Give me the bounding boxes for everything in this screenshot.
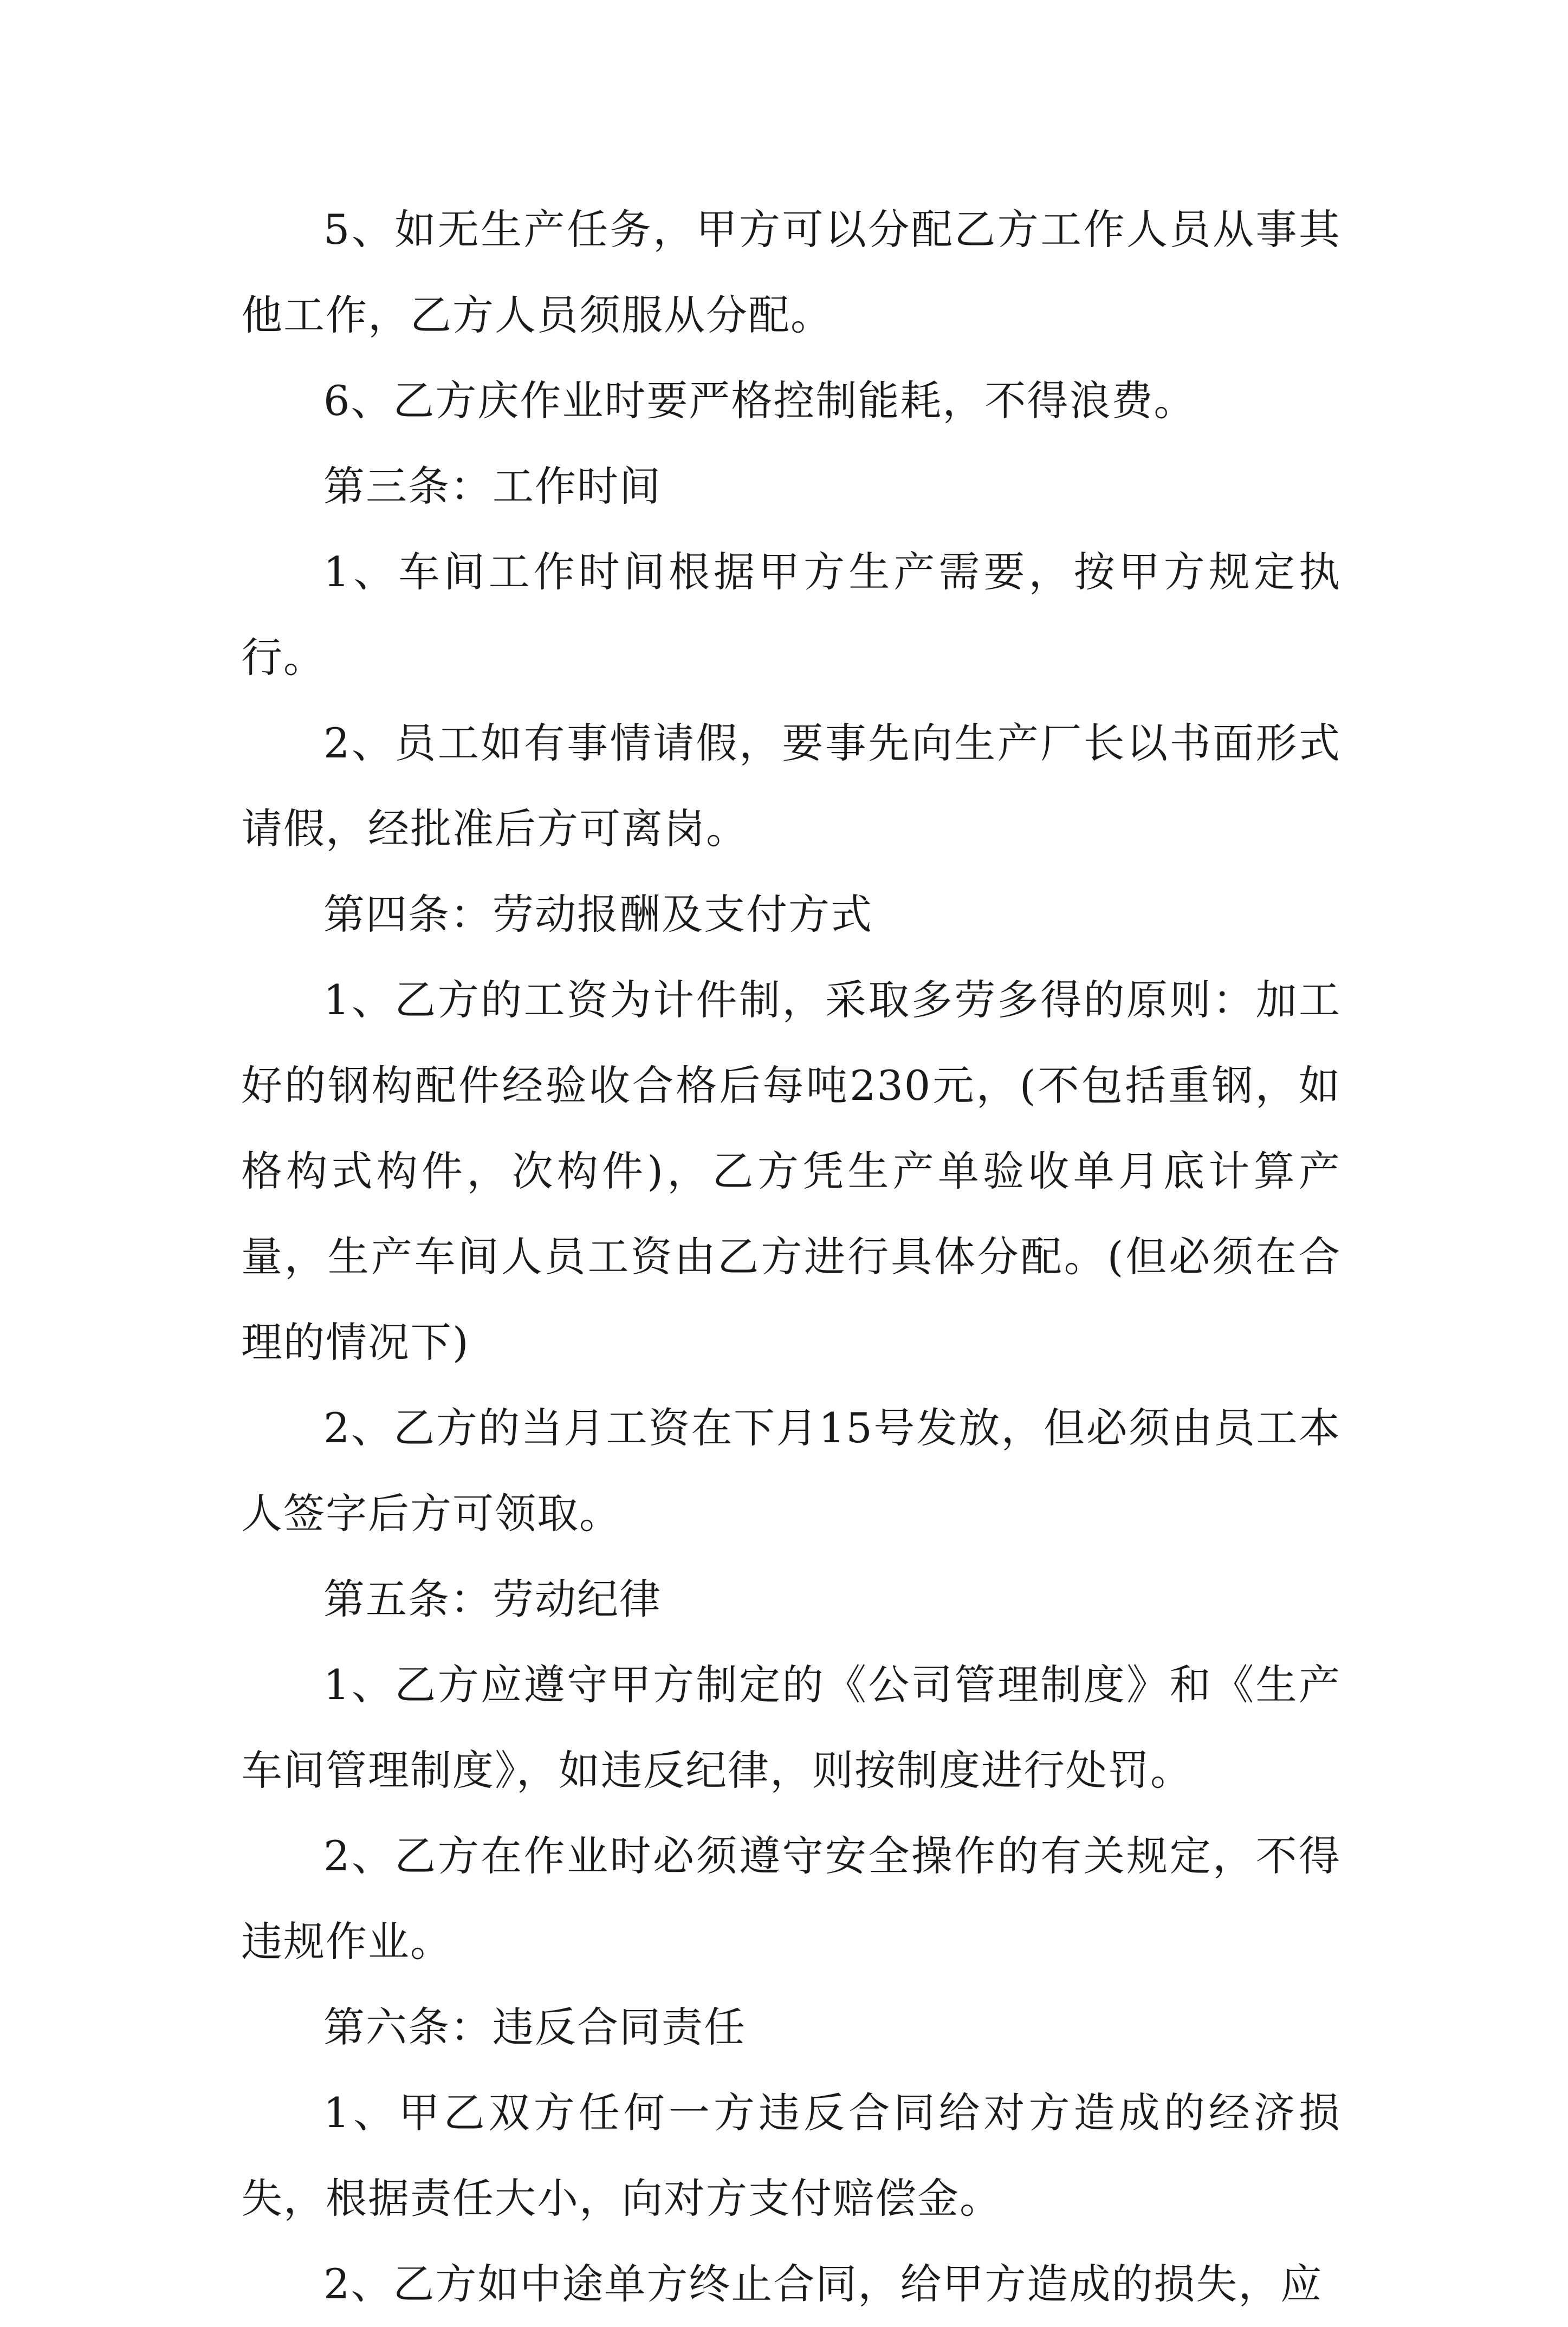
paragraph-article-4-item-2: 2、乙方的当月工资在下月15号发放，但必须由员工本人签字后方可领取。 <box>241 1404 1341 1538</box>
section-heading-article-4: 第四条：劳动报酬及支付方式 <box>323 890 873 938</box>
paragraph-article-3-item-2: 2、员工如有事情请假，要事先向生产厂长以书面形式请假，经批准后方可离岗。 <box>241 719 1341 853</box>
paragraph-item-6: 6、乙方庆作业时要严格控制能耗，不得浪费。 <box>323 377 1196 425</box>
paragraph-article-3-item-1: 1、车间工作时间根据甲方生产需要，按甲方规定执行。 <box>241 548 1341 682</box>
section-heading-article-5: 第五条：劳动纪律 <box>323 1575 662 1623</box>
paragraph-article-5-item-2: 2、乙方在作业时必须遵守安全操作的有关规定，不得违规作业。 <box>241 1832 1341 1966</box>
paragraph-article-5-item-1: 1、乙方应遵守甲方制定的《公司管理制度》和《生产车间管理制度》，如违反纪律，则按制度进行处罚。 <box>241 1661 1341 1794</box>
section-heading-article-3: 第三条：工作时间 <box>323 462 662 510</box>
document-body <box>241 187 1341 2327</box>
paragraph-article-6-item-1: 1、甲乙双方任何一方违反合同给对方造成的经济损失，根据责任大小，向对方支付赔偿金。 <box>241 2089 1341 2222</box>
section-heading-article-6: 第六条：违反合同责任 <box>323 2003 746 2051</box>
paragraph-article-4-item-1: 1、乙方的工资为计件制，采取多劳多得的原则：加工好的钢构配件经验收合格后每吨230元，(不包括重钢，如格构式构件，次构件)，乙方凭生产单验收单月底计算产量，生产车间人员工资由乙方进行具体分配。(但必须在合理的情况下) <box>241 976 1341 1366</box>
paragraph-item-5: 5、如无生产任务，甲方可以分配乙方工作人员从事其他工作，乙方人员须服从分配。 <box>241 205 1341 339</box>
paragraph-article-6-item-2: 2、乙方如中途单方终止合同，给甲方造成的损失，应 <box>323 2260 1323 2308</box>
